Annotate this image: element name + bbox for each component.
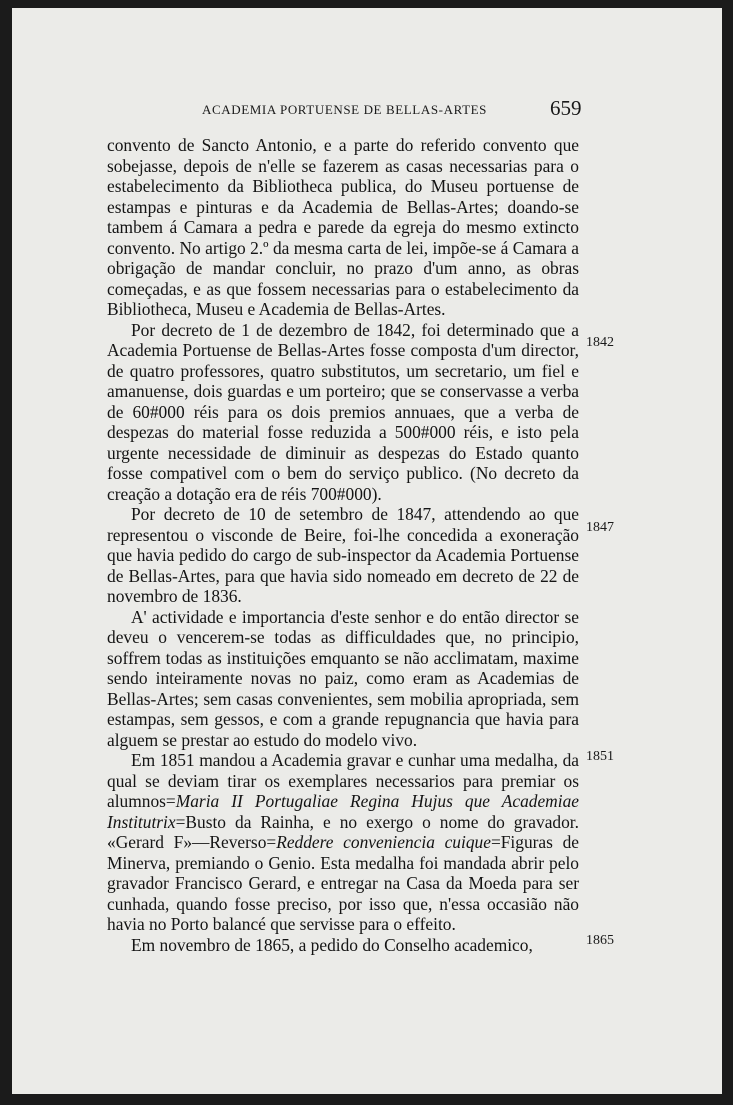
paragraph-decreto-1842: Por decreto de 1 de dezembro de 1842, foi determinado que a Academia Portuense de Bellas-Artes fosse composta d'um director, de quatro professores, quatro substitutos, um secretario, um fiel e amanuense, dois guardas e um porteiro; que se conservasse a verba de 60#000 réis para os dois premios annuaes, que a verba de despezas do material fosse reduzida a 500#000 réis, e isto pela urgente necessidade de diminuir as despezas do Estado quanto fosse compativel com o bem do serviço publico. (No decreto da creação a dotação era de réis 700#000).	[107, 319, 579, 504]
medal-inscription-reverse: Reddere conveniencia cuique	[276, 832, 491, 852]
paragraph-convento: convento de Sancto Antonio, e a parte do referido convento que sobejasse, depois de n'elle se fazerem as casas necessarias para o estabelecimento da Bibliotheca publica, do Museu portuense de estampas e pinturas e da Academia de Bellas-Artes; doando-se tambem á Camara a pedra e parede da egreja do mesmo extincto convento. No artigo 2.º da mesma carta de lei, impõe-se á Camara a obrigação de mandar concluir, no prazo d'um anno, as obras começadas, e as que fossem necessarias para o estabelecimento da Bibliotheca, Museu e Academia de Bellas-Artes.	[107, 135, 579, 319]
book-page	[12, 8, 722, 1094]
margin-year-1865: 1865	[586, 933, 614, 948]
margin-year-1842: 1842	[586, 335, 614, 350]
margin-year-1847: 1847	[586, 520, 614, 535]
body-text	[107, 135, 579, 955]
page-header	[12, 98, 722, 128]
paragraph-novembro-1865: Em novembro de 1865, a pedido do Conselho academico,	[131, 934, 533, 955]
medal-text-e: =Figuras de Minerva, premiando o Genio. Esta medalha foi mandada abrir pelo gravador Francisco Gerard, e entregar na Casa da Moeda para ser cunhada, quando fosse preciso, por isso que, n'essa occasião não havia no Porto balancé que servisse para o effeito.	[107, 832, 580, 934]
page-number: 659	[550, 96, 582, 120]
paragraph-medalha-1851	[107, 750, 579, 935]
paragraph-decreto-1847: Por decreto de 10 de setembro de 1847, attendendo ao que representou o visconde de Beire, foi-lhe concedida a exoneração que havia pedido do cargo de sub-inspector da Academia Portuense de Bellas-Artes, para que havia sido nomeado em decreto de 22 de novembro de 1836.	[107, 504, 579, 606]
paragraph-actividade: A' actividade e importancia d'este senhor e do então director se deveu o vencerem-se todas as difficuldades que, no principio, soffrem todas as instituições emquanto se não acclimatam, maxime sendo inteiramente novas no paiz, como eram as Academias de Bellas-Artes; sem casas convenientes, sem mobilia apropriada, sem estampas, sem gessos, e com a grande repugnancia que havia para alguem se prestar ao estudo do modelo vivo.	[107, 606, 579, 750]
medal-inscription-obverse: Maria II Portugaliae Regina Hujus que Academiae Institutrix	[107, 791, 579, 832]
medal-text-c: =Busto da Rainha, e no exergo o nome do gravador. «Gerard F»—Reverso=	[107, 811, 579, 852]
running-title: ACADEMIA PORTUENSE DE BELLAS-ARTES	[202, 102, 487, 117]
margin-year-1851: 1851	[586, 749, 614, 764]
medal-text-a: Em 1851 mandou a Academia gravar e cunhar uma medalha, da qual se deviam tirar os exemplares necessarios para premiar os alumnos=	[107, 750, 579, 811]
